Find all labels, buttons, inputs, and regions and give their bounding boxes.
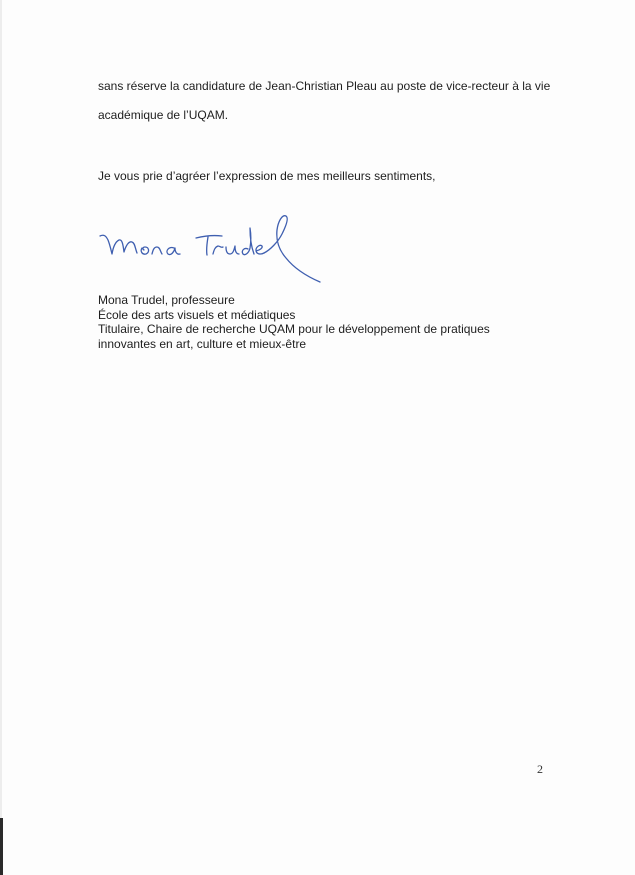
scan-edge-mark [0, 818, 3, 875]
page-number: 2 [537, 762, 543, 776]
signer-name-title: Mona Trudel, professeure [98, 293, 235, 307]
signer-block [98, 293, 568, 351]
signer-department: École des arts visuels et médiatiques [98, 307, 296, 322]
scan-edge-shadow [0, 0, 2, 818]
handwritten-signature [96, 214, 326, 286]
signer-chair-title-continued: innovantes en art, culture et mieux-être [98, 336, 307, 351]
body-paragraph: sans réserve la candidature de Jean-Christian Pleau au poste de vice-recteur à la vie académique de l’UQAM. [98, 79, 551, 122]
signer-chair-title: Titulaire, Chaire de recherche UQAM pour le développement de pratiques [98, 322, 490, 336]
closing-line: Je vous prie d’agréer l’expression de mes meilleurs sentiments, [98, 169, 436, 183]
